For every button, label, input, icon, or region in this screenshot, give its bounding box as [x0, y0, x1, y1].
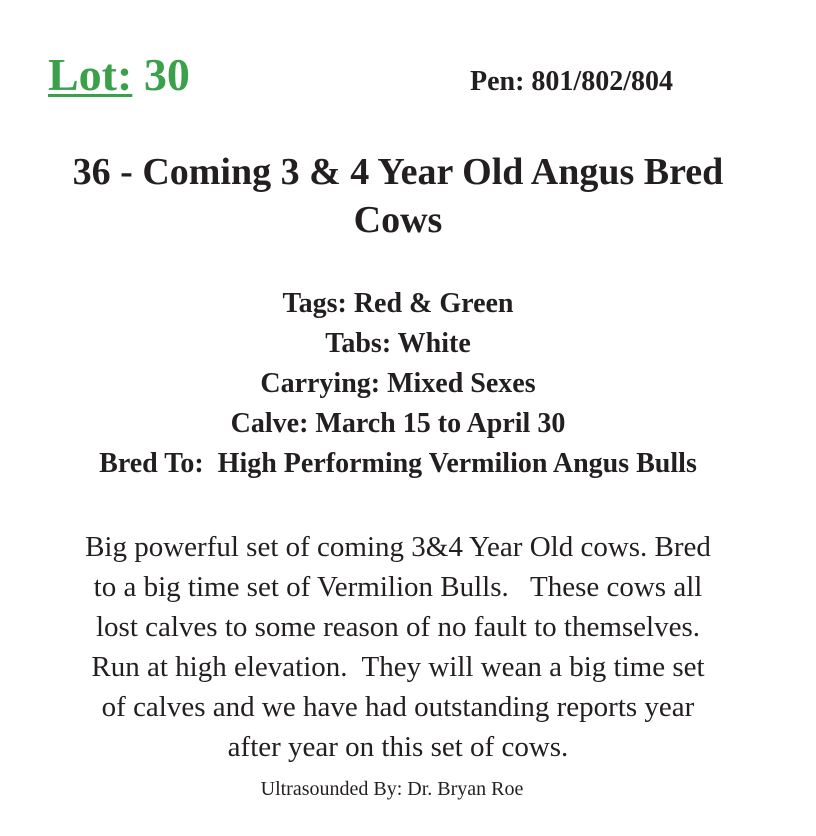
description-line: lost calves to some reason of no fault to themselves. — [95, 611, 701, 643]
detail-carrying: Carrying: Mixed Sexes — [260, 368, 536, 399]
detail-bred-to: Bred To: High Performing Vermilion Angus Bulls — [99, 448, 697, 479]
detail-calve: Calve: March 15 to April 30 — [230, 408, 566, 439]
lot-heading — [48, 49, 190, 100]
detail-tabs: Tabs: White — [325, 328, 471, 359]
ultrasound-credit: Ultrasounded By: Dr. Bryan Roe — [260, 778, 524, 800]
description-line: after year on this set of cows. — [227, 731, 569, 763]
description-line: Run at high elevation. They will wean a big time set — [91, 651, 705, 683]
description-line: Big powerful set of coming 3&4 Year Old cows. Bred — [85, 531, 711, 563]
lot-label: Lot: — [48, 49, 133, 100]
lot-details — [0, 284, 796, 484]
lot-number: 30 — [143, 49, 190, 100]
description-line: of calves and we have had outstanding reports year — [101, 691, 695, 723]
pen-info: Pen: 801/802/804 — [470, 66, 673, 97]
lot-description — [40, 527, 756, 767]
lot-title — [0, 148, 796, 244]
description-line: to a big time set of Vermilion Bulls. These cows all — [93, 571, 703, 603]
lot-title-line: 36 - Coming 3 & 4 Year Old Angus Bred — [72, 151, 724, 193]
detail-tags: Tags: Red & Green — [282, 288, 514, 319]
lot-title-line: Cows — [353, 199, 443, 241]
